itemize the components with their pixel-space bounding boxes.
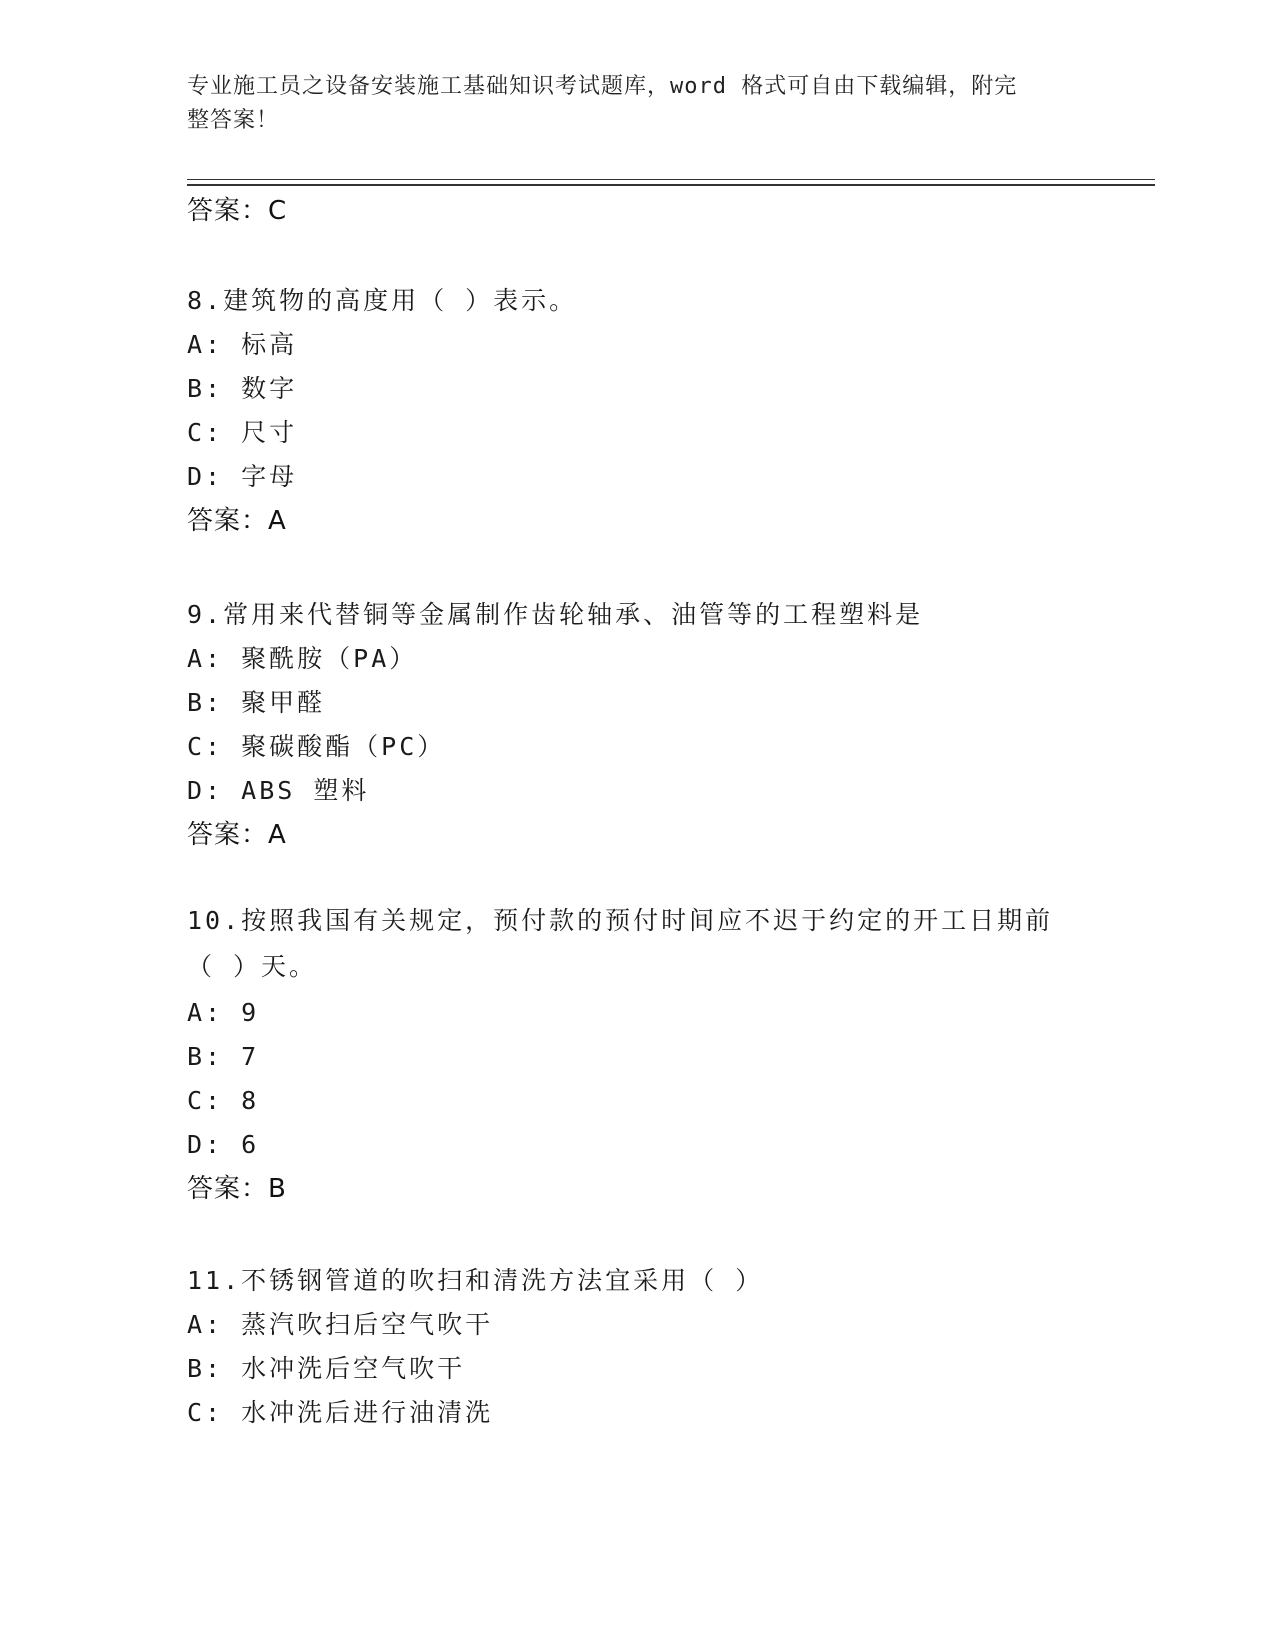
answer-text: 答案：B bbox=[187, 1174, 287, 1204]
option-b: B: 7 bbox=[187, 1042, 260, 1071]
header-rule-thin bbox=[187, 179, 1155, 180]
document-header bbox=[187, 70, 1067, 138]
option-a: A: 9 bbox=[187, 998, 260, 1027]
answer-text: 答案：A bbox=[187, 820, 287, 850]
option-c: C: 尺寸 bbox=[187, 418, 298, 447]
answer-text: 答案：A bbox=[187, 506, 287, 536]
option-c: C: 8 bbox=[187, 1086, 260, 1115]
option-c: C: 水冲洗后进行油清洗 bbox=[187, 1398, 494, 1427]
option-a: A: 聚酰胺（PA） bbox=[187, 644, 418, 673]
option-b: B: 数字 bbox=[187, 374, 298, 403]
option-d: D: 6 bbox=[187, 1130, 260, 1159]
option-d: D: ABS 塑料 bbox=[187, 776, 370, 805]
answer-text: 答案：C bbox=[187, 196, 288, 226]
option-b: B: 水冲洗后空气吹干 bbox=[187, 1354, 466, 1383]
question-stem: 10.按照我国有关规定，预付款的预付时间应不迟于约定的开工日期前（ ）天。 bbox=[187, 906, 1054, 981]
option-a: A: 标高 bbox=[187, 330, 298, 359]
question-stem: 8.建筑物的高度用（ ）表示。 bbox=[187, 286, 578, 315]
header-line-1: 专业施工员之设备安装施工基础知识考试题库，word 格式可自由下载编辑，附完 bbox=[187, 74, 1018, 99]
header-rule-thick bbox=[187, 184, 1155, 186]
header-line-2: 整答案！ bbox=[187, 108, 280, 133]
option-a: A: 蒸汽吹扫后空气吹干 bbox=[187, 1310, 494, 1339]
option-b: B: 聚甲醛 bbox=[187, 688, 326, 717]
question-stem: 9.常用来代替铜等金属制作齿轮轴承、油管等的工程塑料是 bbox=[187, 600, 924, 629]
question-stem: 11.不锈钢管道的吹扫和清洗方法宜采用（ ） bbox=[187, 1266, 764, 1295]
option-c: C: 聚碳酸酯（PC） bbox=[187, 732, 446, 761]
option-d: D: 字母 bbox=[187, 462, 298, 491]
